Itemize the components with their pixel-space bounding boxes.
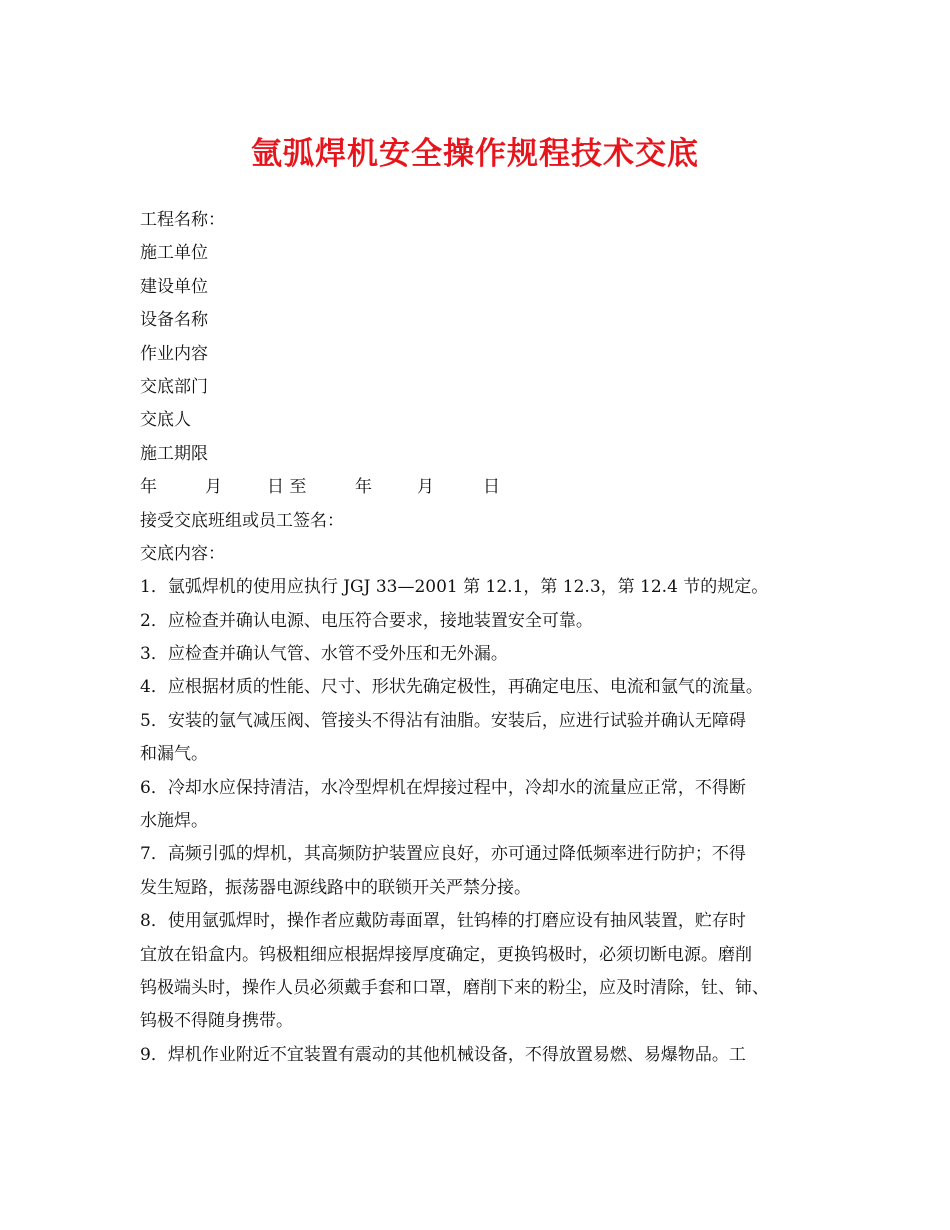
content-line: 发生短路，振荡器电源线路中的联锁开关严禁分接。 [140, 877, 531, 898]
content-line: 水施焊。 [140, 811, 208, 832]
field-project-name: 工程名称： [140, 210, 225, 230]
date-month-start: 月 [205, 477, 222, 498]
content-line: 2．应检查并确认电源、电压符合要求，接地装置安全可靠。 [140, 610, 593, 631]
signature-label: 接受交底班组或员工签名： [140, 510, 344, 531]
date-year-start: 年 [140, 477, 157, 498]
content-line: 6．冷却水应保持清洁，水冷型焊机在焊接过程中，冷却水的流量应正常，不得断 [140, 777, 746, 798]
date-range-row [140, 471, 830, 504]
content-line: 5．安装的氩气减压阀、管接头不得沾有油脂。安装后，应进行试验并确认无障碍 [140, 710, 746, 731]
document-body [140, 204, 830, 1072]
content-label: 交底内容： [140, 543, 225, 564]
content-line: 7．高频引弧的焊机，其高频防护装置应良好，亦可通过降低频率进行防护；不得 [140, 844, 746, 865]
date-day-end: 日 [483, 477, 500, 498]
content-line: 和漏气。 [140, 744, 208, 765]
field-briefing-person: 交底人 [140, 410, 191, 431]
content-line: 4．应根据材质的性能、尺寸、形状先确定极性，再确定电压、电流和氩气的流量。 [140, 677, 763, 698]
field-equipment-name: 设备名称 [140, 310, 208, 331]
content-line: 钨极不得随身携带。 [140, 1011, 293, 1032]
field-construction-period: 施工期限 [140, 443, 208, 464]
document-title: 氩弧焊机安全操作规程技术交底 [251, 136, 699, 172]
content-line: 1．氩弧焊机的使用应执行 JGJ 33—2001 第 12.1，第 12.3，第 12.4 节的规定。 [140, 577, 769, 598]
content-line: 8．使用氩弧焊时，操作者应戴防毒面罩，钍钨棒的打磨应设有抽风装置，贮存时 [140, 911, 746, 932]
field-owner-unit: 建设单位 [140, 276, 208, 297]
date-month-end: 月 [417, 477, 434, 498]
content-line: 宜放在铅盒内。钨极粗细应根据焊接厚度确定，更换钨极时，必须切断电源。磨削 [140, 944, 752, 965]
content-line: 钨极端头时，操作人员必须戴手套和口罩，磨削下来的粉尘，应及时清除，钍、铈、 [140, 977, 769, 998]
content-line: 9．焊机作业附近不宜装置有震动的其他机械设备，不得放置易燃、易爆物品。工 [140, 1044, 746, 1065]
content-line: 3．应检查并确认气管、水管不受外压和无外漏。 [140, 644, 508, 665]
field-construction-unit: 施工单位 [140, 243, 208, 264]
field-work-content: 作业内容 [140, 343, 208, 364]
field-briefing-department: 交底部门 [140, 376, 208, 397]
date-day-start: 日 至 [267, 477, 307, 498]
date-year-end: 年 [355, 477, 372, 498]
